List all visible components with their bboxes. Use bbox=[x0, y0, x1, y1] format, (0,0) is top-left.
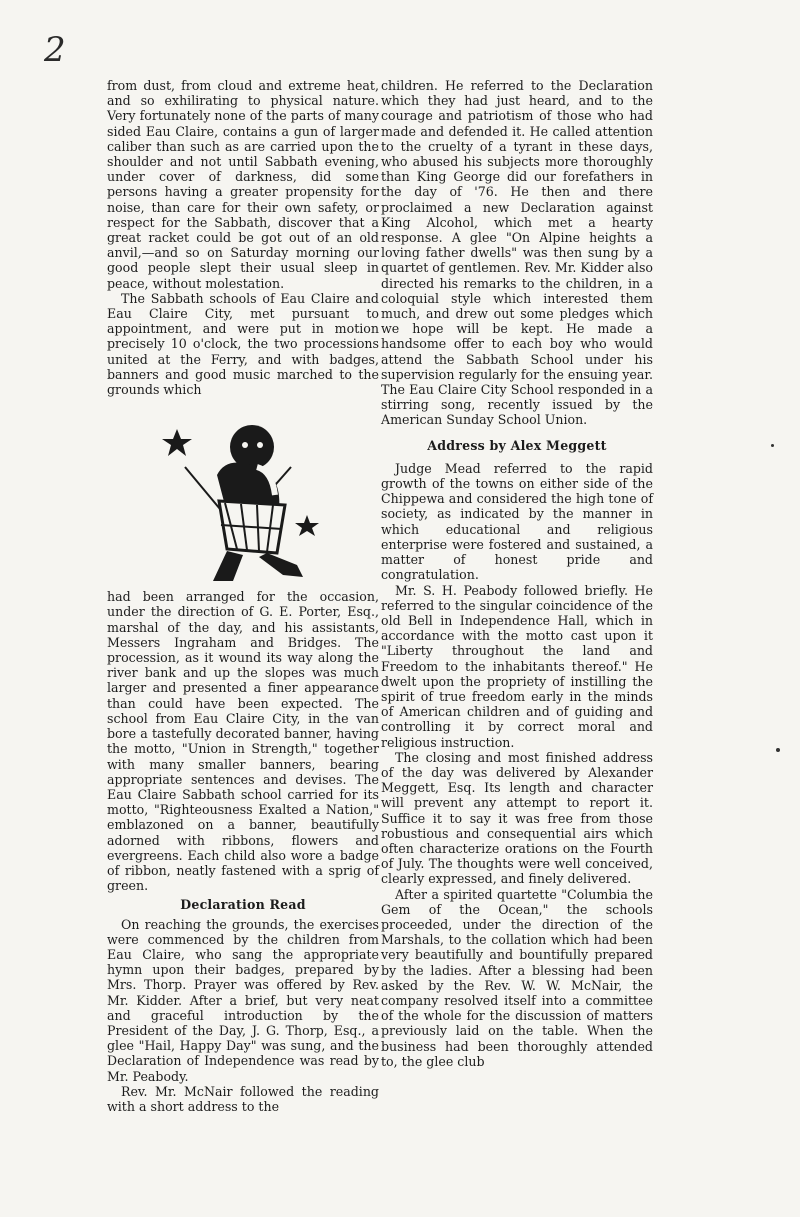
paragraph: After a spirited quartette "Columbia the Gem of the Ocean," the schools proceeded, under the direction of the Marshals, to the collation which had been very beautifully and bountifully prepared by the ladies. After a blessing had been asked by the Rev. W. W. McNair, the company resolved itself into a committee of the whole for the discussion of matters previously laid on the table. When the business had been thoroughly attended to, the glee club bbox=[381, 886, 653, 1069]
paragraph: On reaching the grounds, the exercises were commenced by the children from Eau Claire, who sang the appropriate hymn upon their badges, prepared by Mrs. Thorp. Prayer was offered by Rev. Mr. Kidder. After a brief, but very neat and graceful introduction by the President of the Day, J. G. Thorp, Esq., a glee "Hail, Happy Day" was sung, and the Declaration of Independence was read by Mr. Peabody. bbox=[107, 916, 379, 1084]
paragraph: The Sabbath schools of Eau Claire and Eau Claire City, met pursuant to appointment, and were put in motion precisely 10 o'clock, the two processions united at the Ferry, and with badges, banners and good music marched to the grounds which bbox=[107, 290, 379, 398]
right-column bbox=[381, 78, 653, 1069]
paragraph: Mr. S. H. Peabody followed briefly. He referred to the singular coincidence of the old Bell in Independence Hall, which in accordance with the motto cast upon it "Liberty throughout the land and Freedom to the inhabitants thereof." He dwelt upon the propriety of instilling the spirit of true freedom early in the minds of American children and of guiding and controlling it by correct moral and religious instruction. bbox=[381, 582, 653, 750]
star-icon bbox=[295, 515, 319, 536]
page-number: 2 bbox=[44, 30, 66, 70]
paragraph: had been arranged for the occasion, under the direction of G. E. Porter, Esq., marshal of the day, and his assistants, Messers Ingraham and Bridges. The procession, as it wound its way along the river bank and up the slopes was much larger and presented a finer appearance than could have been expected. The school from Eau Claire City, in the van bore a tastefully decorated banner, having the motto, "Union in Strength," together with many smaller banners, bearing appropriate sentences and devises. The Eau Claire Sabbath school carried for its motto, "Righteousness Exalted a Nation," emblazoned on a banner, beautifully adorned with ribbons, flowers and evergreens. Each child also wore a badge of ribbon, neatly fastened with a sprig of green. bbox=[107, 589, 379, 894]
paragraph: The closing and most finished address of the day was delivered by Alexander Meggett, Esq. Its length and character will prevent any attempt to report it. Suffice it to say it was free from those robustious and consequential airs which often characterize orations on the Fourth of July. The thoughts were well conceived, clearly expressed, and finely delivered. bbox=[381, 749, 653, 887]
paragraph: children. He referred to the Declaration which they had just heard, and to the courage and patriotism of those who had made and defended it. He called attention to the cruelty of a tyrant in these days, who abused his subjects more thoroughly than King George did our forefathers in the day of '76. He then and there proclaimed a new Declaration against King Alcohol, which met a hearty response. A glee "On Alpine heights a loving father dwells" was then sung by a quartet of gentlemen. Rev. Mr. Kidder also directed his remarks to the children, in a coloquial style which interested them much, and drew out some pledges which we hope will be kept. He made a handsome offer to each boy who would attend the Sabbath School under his supervision regularly for the ensuing year. The Eau Claire City School responded in a stirring song, recently issued by the American Sunday School Union. bbox=[381, 78, 653, 428]
scan-mark bbox=[771, 444, 774, 447]
drum-icon bbox=[219, 501, 285, 553]
paragraph: Rev. Mr. McNair followed the reading with a short address to the bbox=[107, 1083, 379, 1114]
section-heading: Address by Alex Meggett bbox=[427, 437, 607, 453]
paragraph: from dust, from cloud and extreme heat, and so exhilirating to physical nature. Very fortunately none of the parts of many sided Eau Claire, contains a gun of larger caliber than such as are carried upon the shoulder and not until Sabbath evening, under cover of darkness, did some persons having a greater propensity for noise, than care for their own safety, or respect for the Sabbath, discover that a great racket could be got out of an old anvil,—and so on Saturday morning our good people slept their usual sleep in peace, without molestation. bbox=[107, 78, 379, 291]
paragraph: Judge Mead referred to the rapid growth of the towns on either side of the Chippewa and considered the high tone of society, as indicated by the manner in which educational and religious enterprise were fostered and sustained, a matter of honest pride and congratulation. bbox=[381, 460, 653, 583]
star-icon bbox=[162, 429, 192, 456]
left-column bbox=[107, 78, 379, 1114]
section-heading: Declaration Read bbox=[180, 897, 306, 913]
drummer-illustration bbox=[107, 405, 379, 583]
scan-mark bbox=[776, 748, 780, 752]
